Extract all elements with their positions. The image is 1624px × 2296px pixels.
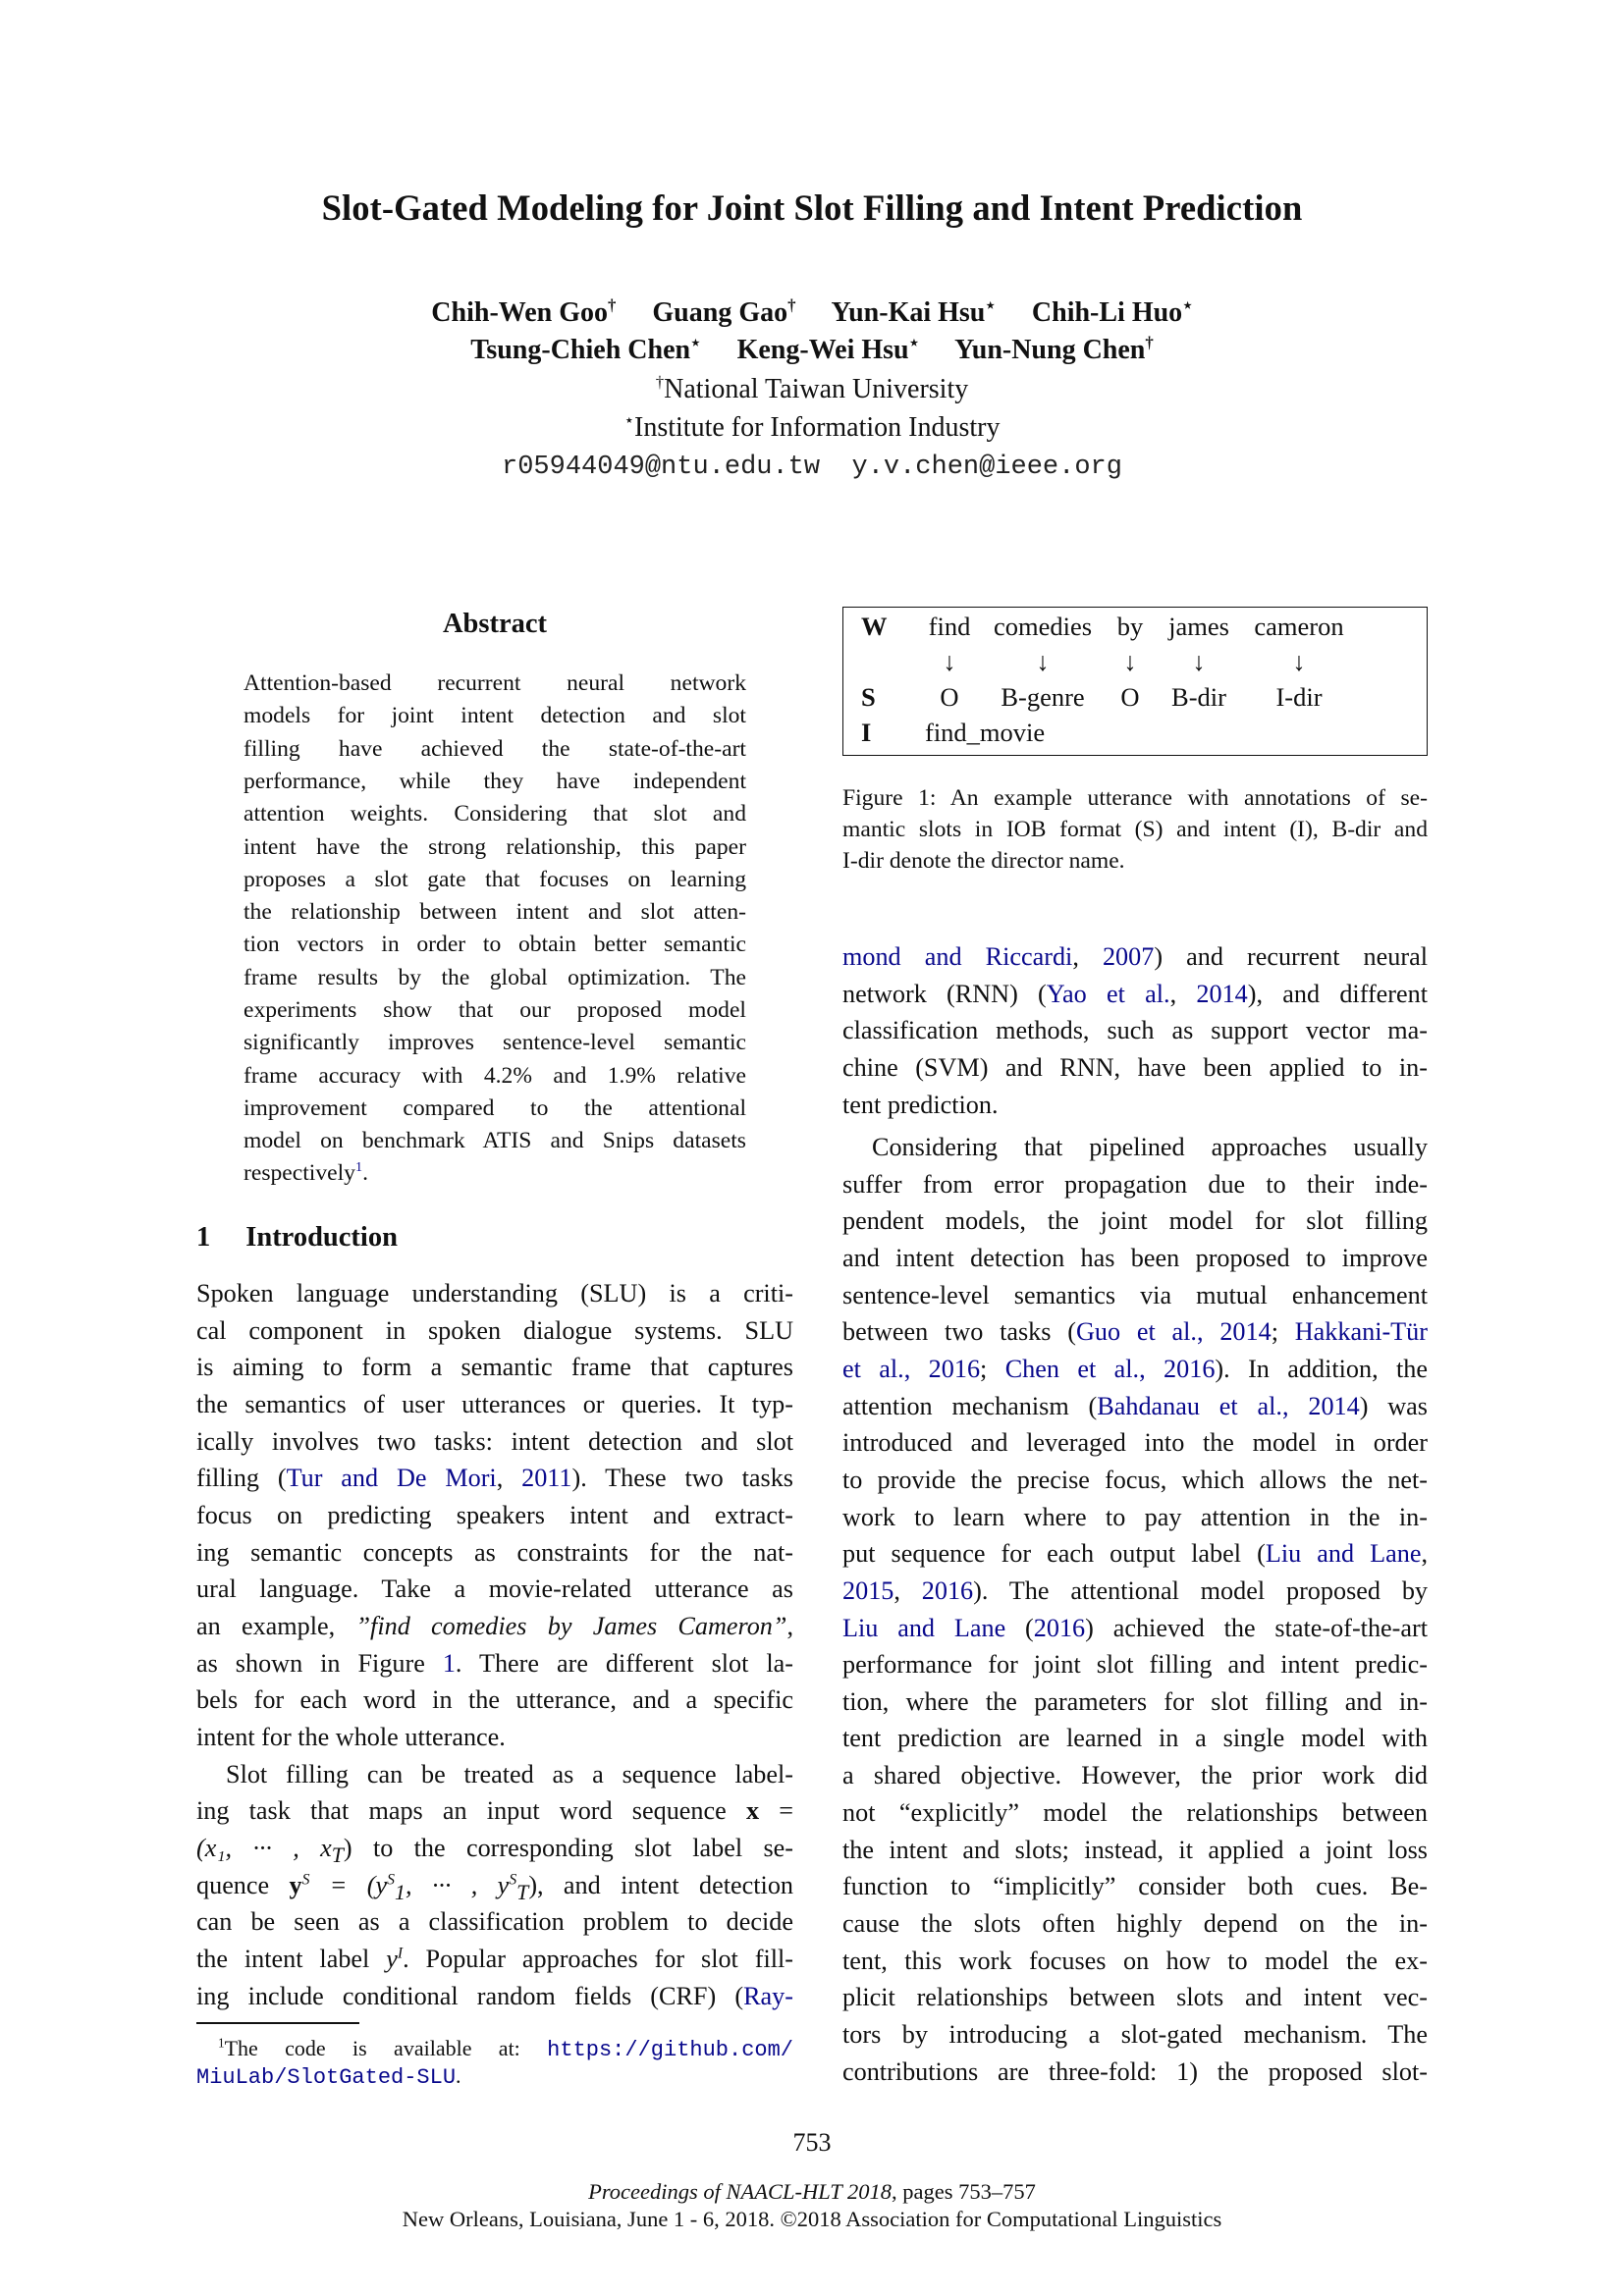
text-line: contributions are three-fold: 1) the proposed slot- (842, 2056, 1428, 2086)
footnote-rule (196, 2022, 359, 2024)
word-token: by (1116, 612, 1144, 641)
text-line: the intent and slots; instead, it applied a joint loss (842, 1835, 1428, 1864)
abstract-line: improvement compared to the attentional (244, 1095, 746, 1121)
text-line: function to “implicitly” consider both cues. Be- (842, 1872, 1428, 1901)
citation-link[interactable]: Liu and Lane (842, 1614, 1006, 1642)
abstract-line: Attention-based recurrent neural network (244, 670, 746, 696)
abstract-line: significantly improves sentence-level semantic (244, 1030, 746, 1056)
author: Guang Gao† (652, 295, 796, 328)
math-sequence-x: (x₁, ··· , $x_T$ (196, 1834, 344, 1868)
text-line: ing semantic concepts as constraints for the nat- (196, 1538, 793, 1567)
word-token: james (1168, 612, 1229, 641)
text-line: tors by introducing a slot-gated mechanism. The (842, 2020, 1428, 2049)
abstract-line: intent have the strong relationship, this paper (244, 833, 746, 860)
citation-year-link[interactable]: 2007 (1102, 942, 1155, 971)
text-line: chine (SVM) and RNN, have been applied to in- (842, 1053, 1428, 1082)
text-line: pendent models, the joint model for slot filling (842, 1206, 1428, 1235)
text-line: suffer from error propagation due to their inde- (842, 1170, 1428, 1199)
citation-link[interactable]: Guo et al., 2014 (1075, 1317, 1272, 1346)
text-line: a shared objective. However, the prior work did (842, 1761, 1428, 1790)
text-line: 2015, 2016). The attentional model proposed by (842, 1576, 1429, 1605)
text-line: et al., 2016; Chen et al., 2016). In addition, the (842, 1355, 1429, 1383)
citation-link[interactable]: Chen et al., 2016 (1004, 1355, 1216, 1383)
down-arrow-icon: ↓ (943, 647, 956, 676)
text-line: the semantics of user utterances or queries. It typ- (196, 1390, 793, 1418)
text-line: tent prediction are learned in a single model with (842, 1724, 1428, 1753)
text-line: introduced and leveraged into the model in order (842, 1428, 1428, 1457)
down-arrow-icon: ↓ (1123, 647, 1137, 676)
intent-label: find_movie (925, 718, 1046, 747)
citation-year-link[interactable]: 2014 (1196, 980, 1248, 1008)
slot-label: O (1120, 682, 1140, 712)
text-line: to provide the precise focus, which allows the net- (842, 1466, 1428, 1494)
abstract-line: model on benchmark ATIS and Snips datasets (244, 1128, 746, 1154)
abstract-line: frame results by the global optimization. The (244, 964, 746, 990)
footnote: $^1$The code is available at: https://github.com/ (218, 2035, 794, 2062)
citation-link[interactable]: Hakkani-Tür (1294, 1317, 1428, 1346)
text-line: ural language. Take a movie-related utterance as (196, 1575, 793, 1603)
abstract-line: frame accuracy with 4.2% and 1.9% relative (244, 1062, 746, 1089)
word-token: comedies (993, 612, 1093, 641)
section-heading-introduction (196, 1222, 398, 1254)
text-line: ing task that maps an input word sequence x = (196, 1796, 793, 1825)
text-line: ically involves two tasks: intent detection and slot (196, 1427, 793, 1456)
row-label-slots: S (861, 682, 876, 712)
figure-1-caption-line: mantic slots in IOB format (S) and intent (I), B-dir and (842, 817, 1428, 842)
text-line: Spoken language understanding (SLU) is a criti- (196, 1279, 793, 1308)
text-line: performance for joint slot filling and intent predic- (842, 1650, 1428, 1679)
author: Yun-Kai Hsu⋆ (831, 295, 996, 328)
author-emails (0, 453, 1624, 482)
abstract-line: proposes a slot gate that focuses on learning (244, 866, 746, 892)
text-line: between two tasks (Guo et al., 2014; Hakkani-Tür (842, 1317, 1428, 1346)
abstract-line: performance, while they have independent (244, 768, 746, 794)
citation-link[interactable]: Yao et al. (1046, 980, 1170, 1008)
footnote-url-link[interactable]: https://github.com/ (547, 2038, 794, 2062)
text-line: work to learn where to pay attention in the in- (842, 1503, 1428, 1531)
text-line: cal component in spoken dialogue systems. SLU (196, 1316, 793, 1345)
slot-label: B-genre (1001, 682, 1085, 712)
section-number: 1 (196, 1222, 211, 1253)
text-line: and intent detection has been proposed to improve (842, 1244, 1428, 1272)
figure-1-caption-line: Figure 1: An example utterance with annotations of se- (842, 785, 1428, 811)
figure-ref-link[interactable]: 1 (442, 1649, 456, 1678)
text-line: (x₁, ··· , $x_T$) to the corresponding slot label se- (196, 1834, 793, 1868)
abstract-heading: Abstract (442, 609, 548, 639)
text-line: focus on predicting speakers intent and extract- (196, 1501, 793, 1529)
citation-year-link[interactable]: 2015 (842, 1576, 894, 1605)
example-utterance: ”find comedies by James Cameron” (355, 1612, 787, 1640)
text-line: plicit relationships between slots and intent vec- (842, 1983, 1428, 2012)
abstract-line: filling have achieved the state-of-the-art (244, 735, 746, 762)
word-token: find (928, 612, 971, 641)
email-link[interactable]: r05944049@ntu.edu.tw (502, 453, 821, 482)
citation-year-link[interactable]: 2016 (1033, 1614, 1086, 1642)
author: Chih-Li Huo⋆ (1031, 295, 1193, 328)
slot-label: I-dir (1275, 682, 1323, 712)
text-line: Liu and Lane (2016) achieved the state-of-the-art (842, 1614, 1428, 1642)
text-line: put sequence for each output label (Liu and Lane, (842, 1539, 1429, 1568)
citation-link[interactable]: Tur and De Mori (286, 1464, 497, 1492)
text-line: Slot filling can be treated as a sequence label- (226, 1760, 793, 1789)
author-line-1 (0, 297, 1624, 329)
citation-year-link[interactable]: 2016 (921, 1576, 974, 1605)
figure-1-caption-line: I-dir denote the director name. (842, 848, 1125, 874)
citation-link[interactable]: Liu and Lane (1265, 1539, 1422, 1568)
text-line: as shown in Figure 1. There are different slot la- (196, 1649, 793, 1678)
text-line: attention mechanism (Bahdanau et al., 2014) was (842, 1392, 1428, 1420)
text-line: not “explicitly” model the relationships between (842, 1797, 1428, 1827)
citation-link[interactable]: mond and Riccardi (842, 942, 1073, 971)
text-line: is aiming to form a semantic frame that captures (196, 1353, 793, 1381)
slot-label: B-dir (1171, 682, 1226, 712)
text-line: tent prediction. (842, 1091, 999, 1119)
citation-link[interactable]: et al., 2016 (842, 1355, 981, 1383)
text-line: an example, ”find comedies by James Cameron”, (196, 1612, 794, 1640)
down-arrow-icon: ↓ (1036, 647, 1050, 676)
footnote-line-2: MiuLab/SlotGated-SLU. (196, 2063, 461, 2090)
abstract-last-line: respectively$^1$. (244, 1159, 368, 1186)
abstract-line: the relationship between intent and slot atten- (244, 899, 746, 926)
paper-title: Slot-Gated Modeling for Joint Slot Filling and Intent Prediction (321, 187, 1303, 228)
text-line: bels for each word in the utterance, and a specific (196, 1685, 793, 1714)
text-line: sentence-level semantics via mutual enhancement (842, 1281, 1428, 1309)
affiliation-ntu: †National Taiwan University (655, 372, 969, 404)
text-line: filling (Tur and De Mori, 2011). These two tasks (196, 1464, 793, 1492)
abstract-line: tion vectors in order to obtain better semantic (244, 932, 746, 958)
row-label-intent: I (861, 718, 872, 747)
down-arrow-icon: ↓ (1192, 647, 1206, 676)
text-line: network (RNN) (Yao et al., 2014), and different (842, 980, 1429, 1008)
affiliation-iii: ⋆Institute for Information Industry (623, 410, 1001, 443)
down-arrow-icon: ↓ (1292, 647, 1306, 676)
text-line: quence $y^S = (y^S_1$, ··· , $y^S_T$), and intent detection (196, 1871, 794, 1905)
figure-1-box (842, 607, 1428, 756)
author: Tsung-Chieh Chen⋆ (470, 333, 701, 365)
citation-year-link[interactable]: 2011 (521, 1464, 572, 1492)
footnote-ref[interactable]: 1 (354, 1159, 363, 1176)
venue-copyright-line: New Orleans, Louisiana, June 1 - 6, 2018. ©2018 Association for Computational Linguistics (402, 2207, 1222, 2231)
text-line: the intent label $y^I$. Popular approaches for slot fill- (196, 1945, 793, 1973)
text-line: can be seen as a classification problem to decide (196, 1907, 793, 1936)
abstract-line: attention weights. Considering that slot and (244, 801, 746, 828)
text-line: Considering that pipelined approaches usually (872, 1133, 1428, 1161)
author: Yun-Nung Chen† (954, 333, 1154, 365)
citation-link[interactable]: Bahdanau et al., 2014 (1097, 1392, 1360, 1420)
word-token: cameron (1254, 612, 1344, 641)
slot-label: O (940, 682, 959, 712)
text-line: ing include conditional random fields (CRF) (Ray- (196, 1982, 793, 2010)
footnote-url-link[interactable]: MiuLab/SlotGated-SLU (196, 2065, 457, 2090)
section-title: Introduction (245, 1222, 398, 1253)
author: Chih-Wen Goo† (431, 295, 617, 328)
text-line: tent, this work focuses on how to model the ex- (842, 1946, 1428, 1975)
abstract-line: models for joint intent detection and slot (244, 703, 746, 729)
text-line: tion, where the parameters for slot filling and in- (842, 1686, 1428, 1716)
row-label-words: W (861, 612, 888, 641)
author-line-2 (0, 335, 1624, 366)
page-number: 753 (792, 2128, 832, 2157)
proceedings-line: Proceedings of NAACL-HLT 2018, pages 753–757 (588, 2179, 1036, 2204)
abstract-line: experiments show that our proposed model (244, 997, 746, 1023)
text-line: mond and Riccardi, 2007) and recurrent neural (842, 942, 1428, 971)
text-line: cause the slots often highly depend on the in- (842, 1908, 1428, 1938)
text-line: classification methods, such as support vector ma- (842, 1016, 1428, 1044)
text-line: intent for the whole utterance. (196, 1723, 506, 1751)
citation-link[interactable]: Ray- (743, 1982, 793, 2010)
author: Keng-Wei Hsu⋆ (736, 333, 920, 365)
email-link[interactable]: y.v.chen@ieee.org (851, 453, 1122, 482)
